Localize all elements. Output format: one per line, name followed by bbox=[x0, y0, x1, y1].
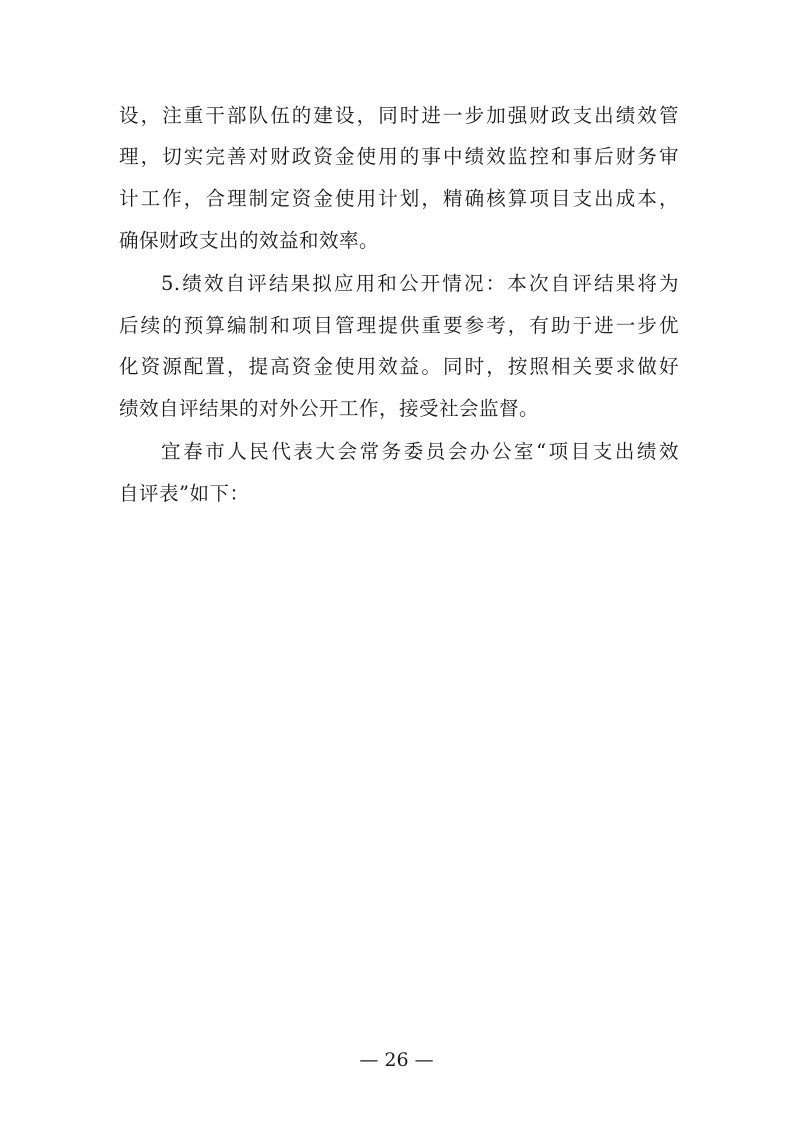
text-line: 5.绩效自评结果拟应用和公开情况：本次自评结果将为 bbox=[161, 272, 679, 295]
text-line: 宜春市人民代表大会常务委员会办公室“项目支出绩效 bbox=[161, 440, 679, 463]
text-line: 自评表”如下： bbox=[119, 482, 250, 505]
text-line: 后续的预算编制和项目管理提供重要参考，有助于进一步优 bbox=[119, 314, 679, 337]
text-line: 化资源配置，提高资金使用效益。同时，按照相关要求做好 bbox=[119, 355, 679, 378]
text-line: 理，切实完善对财政资金使用的事中绩效监控和事后财务审 bbox=[119, 145, 679, 168]
text-line: 计工作，合理制定资金使用计划，精确核算项目支出成本， bbox=[119, 187, 679, 210]
text-line: 设，注重干部队伍的建设，同时进一步加强财政支出绩效管 bbox=[119, 104, 679, 127]
page-number: — 26 — bbox=[359, 1049, 434, 1071]
text-line: 绩效自评结果的对外公开工作，接受社会监督。 bbox=[119, 397, 540, 420]
text-line: 确保财政支出的效益和效率。 bbox=[119, 229, 380, 252]
